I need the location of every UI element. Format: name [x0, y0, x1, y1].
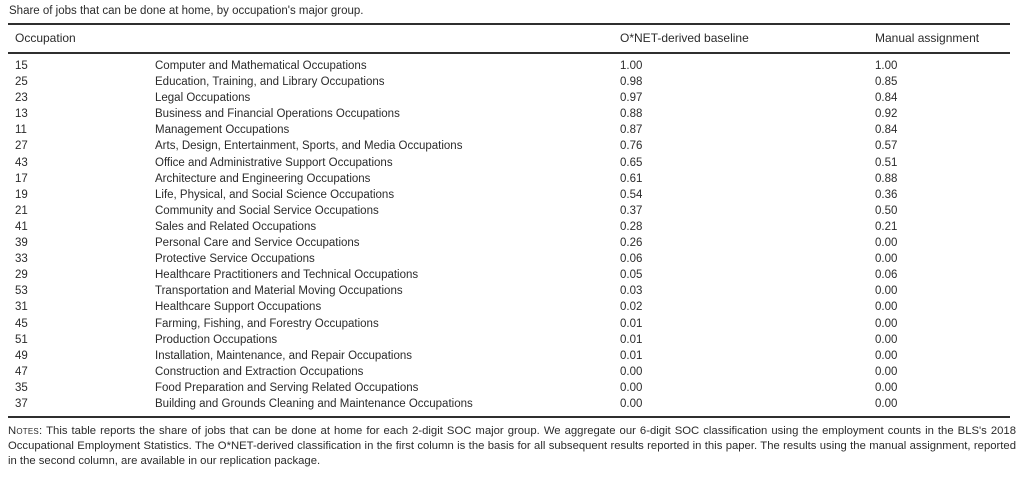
occupation-name-cell: Office and Administrative Support Occupations: [155, 156, 393, 169]
table-row: [8, 316, 1010, 332]
baseline-value-cell: 0.01: [620, 317, 643, 330]
occupation-name-cell: Protective Service Occupations: [155, 253, 315, 266]
manual-value-cell: 0.00: [875, 253, 898, 266]
occupation-name-cell: Personal Care and Service Occupations: [155, 237, 360, 250]
occupation-name-cell: Computer and Mathematical Occupations: [155, 60, 367, 72]
column-header-manual: Manual assignment: [875, 24, 1010, 53]
occupation-code-cell: 23: [15, 92, 28, 105]
occupation-name-cell: Arts, Design, Entertainment, Sports, and Media Occupations: [155, 140, 463, 153]
occupation-code-cell: 25: [15, 76, 28, 89]
occupation-code-cell: 19: [15, 188, 28, 201]
occupation-code-cell: 27: [15, 140, 28, 153]
column-header-occupation: Occupation: [8, 24, 620, 53]
occupation-code-cell: 45: [15, 317, 28, 330]
baseline-value-cell: 0.65: [620, 156, 643, 169]
baseline-value-cell: 0.00: [620, 365, 643, 378]
table-row: [8, 122, 1010, 138]
table-row: [8, 348, 1010, 364]
manual-value-cell: 0.51: [875, 156, 898, 169]
table-row: [8, 155, 1010, 171]
occupation-name-cell: Farming, Fishing, and Forestry Occupations: [155, 317, 379, 330]
table-row: [8, 299, 1010, 315]
occupation-code-cell: 29: [15, 269, 28, 282]
manual-value-cell: 1.00: [875, 60, 898, 72]
baseline-value-cell: 0.00: [620, 381, 643, 394]
baseline-value-cell: 0.97: [620, 92, 643, 105]
table-row: [8, 187, 1010, 203]
table-row: [8, 203, 1010, 219]
occupation-name-cell: Business and Financial Operations Occupations: [155, 108, 400, 121]
occupation-code-cell: 17: [15, 172, 28, 185]
occupation-name-cell: Production Occupations: [155, 333, 278, 346]
occupation-name-cell: Construction and Extraction Occupations: [155, 365, 364, 378]
baseline-value-cell: 0.03: [620, 285, 643, 298]
manual-value-cell: 0.84: [875, 124, 898, 137]
table-row: [8, 219, 1010, 235]
table-body: [8, 53, 1010, 417]
table-row: [8, 283, 1010, 299]
table-row: [8, 106, 1010, 122]
baseline-value-cell: 0.28: [620, 220, 643, 233]
table-row: [8, 332, 1010, 348]
occupation-code-cell: 35: [15, 381, 28, 394]
occupation-name-cell: Life, Physical, and Social Science Occupations: [155, 188, 395, 201]
occupation-code-cell: 11: [15, 124, 27, 137]
table-row: [8, 138, 1010, 154]
occupation-code-cell: 51: [15, 333, 28, 346]
manual-value-cell: 0.00: [875, 365, 898, 378]
occupation-code-cell: 47: [15, 365, 28, 378]
occupation-name-cell: Management Occupations: [155, 124, 290, 137]
occupation-name-cell: Community and Social Service Occupations: [155, 204, 379, 217]
manual-value-cell: 0.36: [875, 188, 898, 201]
manual-value-cell: 0.50: [875, 204, 898, 217]
manual-value-cell: 0.00: [875, 237, 898, 250]
manual-value-cell: 0.00: [875, 285, 898, 298]
notes-text: This table reports the share of jobs that can be done at home for each 2-digit SOC major group. We aggregate our 6-digit SOC classification using the employment counts in the BLS's 2018 Occupational Employment Statistics. The O*NET-derived classification in the first column is the basis for all subsequent results reported in this paper. The results using the manual assignment, reported in the second column, are available in our replication package.: [8, 425, 1016, 468]
occupation-name-cell: Architecture and Engineering Occupations: [155, 172, 371, 185]
occupation-name-cell: Healthcare Support Occupations: [155, 301, 322, 314]
occupation-name-cell: Building and Grounds Cleaning and Maintenance Occupations: [155, 397, 473, 410]
table-row: [8, 74, 1010, 90]
manual-value-cell: 0.06: [875, 269, 898, 282]
table-header-row: [8, 24, 1010, 53]
baseline-value-cell: 0.54: [620, 188, 643, 201]
table-row: [8, 90, 1010, 106]
manual-value-cell: 0.00: [875, 317, 898, 330]
column-header-baseline: O*NET-derived baseline: [620, 24, 875, 53]
manual-value-cell: 0.00: [875, 349, 898, 362]
manual-value-cell: 0.85: [875, 76, 898, 89]
baseline-value-cell: 0.98: [620, 76, 643, 89]
manual-value-cell: 0.00: [875, 381, 898, 394]
table-header: [8, 24, 1010, 53]
baseline-value-cell: 0.37: [620, 204, 643, 217]
baseline-value-cell: 0.26: [620, 237, 643, 250]
occupations-table: [8, 23, 1010, 418]
manual-value-cell: 0.88: [875, 172, 898, 185]
baseline-value-cell: 0.87: [620, 124, 643, 137]
occupation-code-cell: 43: [15, 156, 28, 169]
manual-value-cell: 0.84: [875, 92, 898, 105]
baseline-value-cell: 0.06: [620, 253, 643, 266]
table-notes: [8, 424, 1016, 469]
table-row: [8, 171, 1010, 187]
baseline-value-cell: 0.76: [620, 140, 643, 153]
baseline-value-cell: 0.01: [620, 333, 643, 346]
notes-label: Notes:: [8, 425, 43, 438]
occupation-name-cell: Food Preparation and Serving Related Occupations: [155, 381, 419, 394]
table-row: [8, 251, 1010, 267]
occupation-code-cell: 33: [15, 253, 28, 266]
occupation-code-cell: 41: [15, 220, 28, 233]
baseline-value-cell: 0.05: [620, 269, 643, 282]
manual-value-cell: 0.00: [875, 301, 898, 314]
occupation-code-cell: 39: [15, 237, 28, 250]
baseline-value-cell: 1.00: [620, 60, 643, 72]
occupation-code-cell: 53: [15, 285, 28, 298]
occupation-name-cell: Healthcare Practitioners and Technical Occupations: [155, 269, 419, 282]
manual-value-cell: 0.00: [875, 397, 898, 410]
occupation-name-cell: Education, Training, and Library Occupations: [155, 76, 385, 89]
table-row: [8, 396, 1010, 417]
baseline-value-cell: 0.61: [620, 172, 643, 185]
manual-value-cell: 0.21: [875, 220, 898, 233]
table-row: [8, 380, 1010, 396]
occupation-name-cell: Installation, Maintenance, and Repair Occupations: [155, 349, 412, 362]
occupation-name-cell: Legal Occupations: [155, 92, 251, 105]
occupation-code-cell: 15: [15, 60, 28, 72]
baseline-value-cell: 0.01: [620, 349, 643, 362]
occupation-name-cell: Sales and Related Occupations: [155, 220, 317, 233]
occupation-code-cell: 31: [15, 301, 28, 314]
manual-value-cell: 0.00: [875, 333, 898, 346]
manual-value-cell: 0.57: [875, 140, 898, 153]
table-row: [8, 364, 1010, 380]
table-row: [8, 267, 1010, 283]
baseline-value-cell: 0.00: [620, 397, 643, 410]
manual-value-cell: 0.92: [875, 108, 898, 121]
table-row: [8, 53, 1010, 74]
table-caption: Share of jobs that can be done at home, by occupation's major group.: [9, 5, 364, 17]
occupation-code-cell: 37: [15, 397, 28, 410]
baseline-value-cell: 0.02: [620, 301, 643, 314]
occupation-code-cell: 21: [15, 204, 28, 217]
occupation-name-cell: Transportation and Material Moving Occupations: [155, 285, 403, 298]
baseline-value-cell: 0.88: [620, 108, 643, 121]
occupation-code-cell: 49: [15, 349, 28, 362]
occupation-code-cell: 13: [15, 108, 28, 121]
table-row: [8, 235, 1010, 251]
